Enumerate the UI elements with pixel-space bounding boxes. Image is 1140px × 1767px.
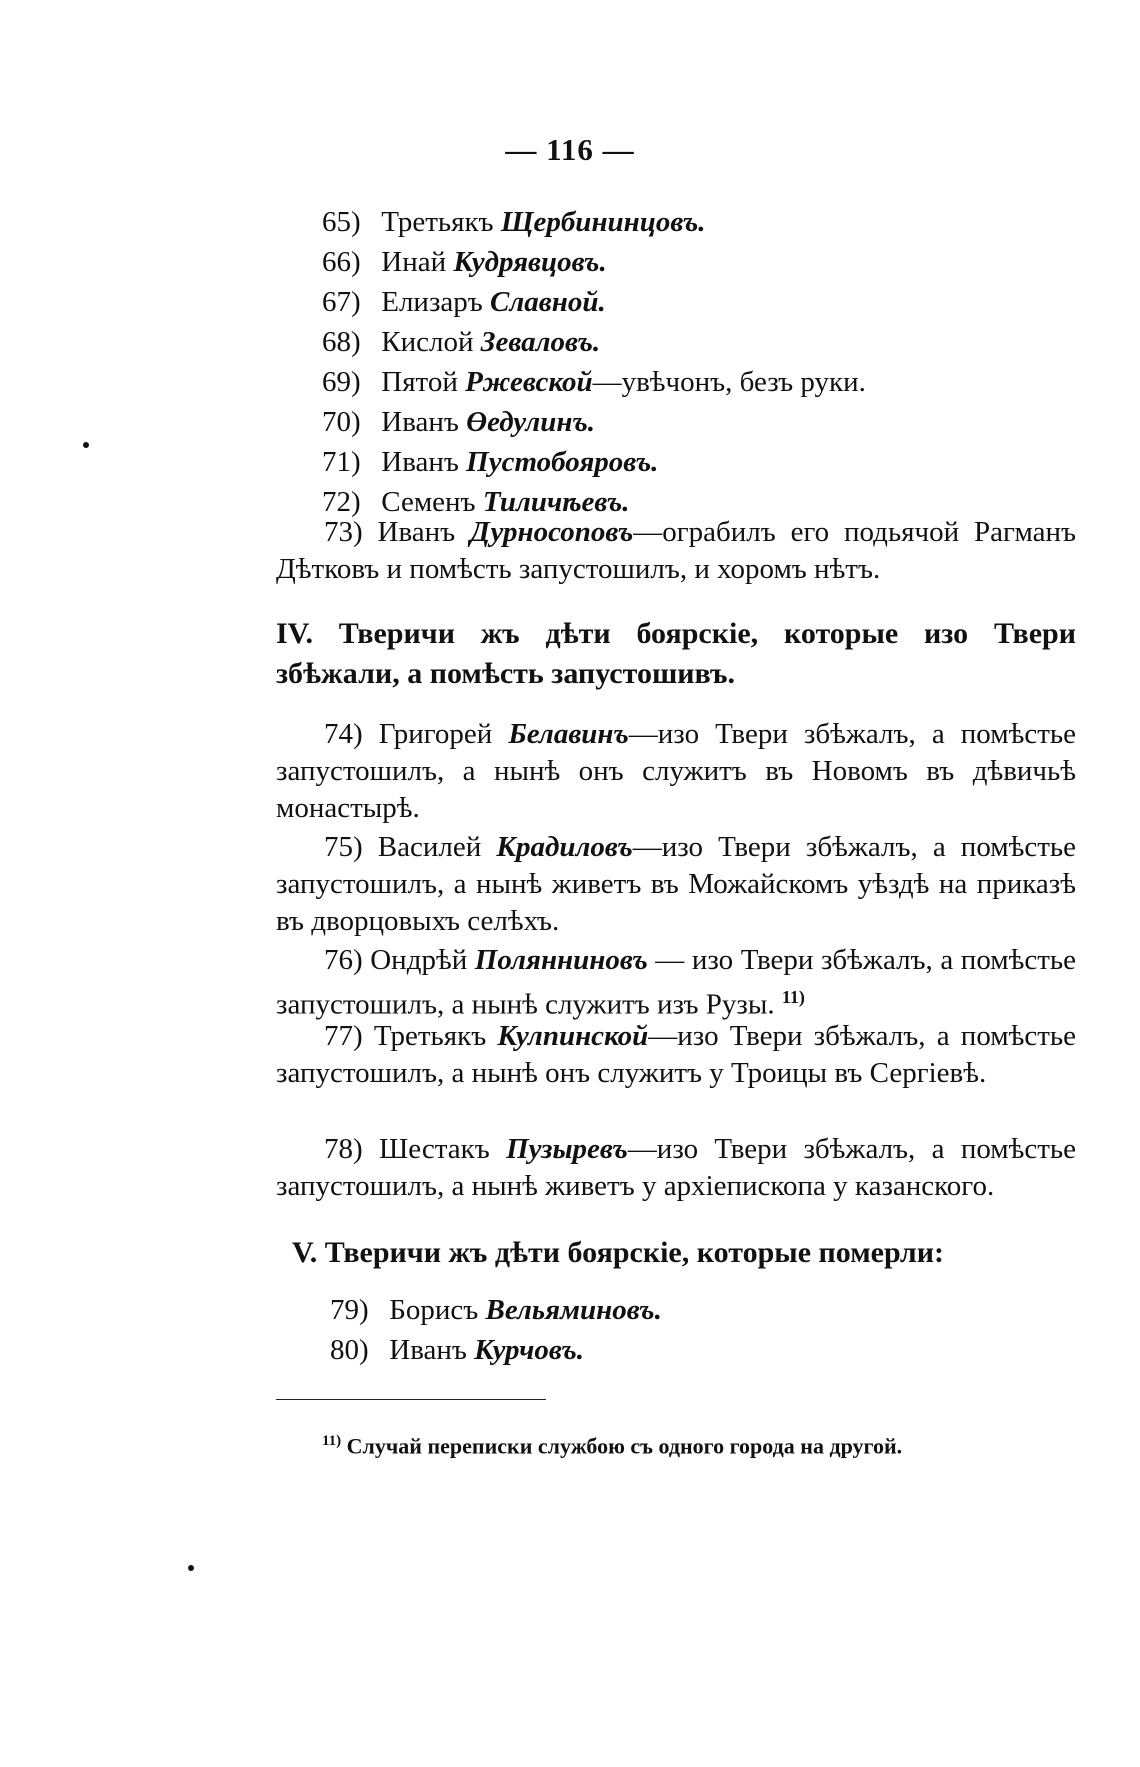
entry-paragraph-73: [276, 514, 1076, 588]
item-number: 72): [322, 486, 361, 518]
surname: Белавинъ: [508, 718, 629, 750]
given-name: Василей: [377, 831, 482, 863]
list-item: [322, 322, 1082, 362]
given-name: Семенъ: [381, 486, 476, 518]
item-number: 74): [324, 718, 363, 750]
surname: Пустобояровъ.: [466, 446, 659, 478]
given-name: Ондрѣй: [370, 944, 468, 976]
entry-text: — изо Твери збѣжалъ, а помѣстье запустошилъ, а нынѣ служитъ изъ Рузы.: [276, 944, 1077, 1021]
entry-paragraph-74: [276, 716, 1076, 827]
footnote-divider: [276, 1399, 546, 1400]
footnote-mark: 11): [322, 1433, 342, 1449]
footnote-text: Случай переписки службою съ одного города на другой.: [346, 1433, 903, 1459]
item-number: 69): [322, 366, 361, 398]
surname: Тиличѣевъ.: [482, 486, 630, 518]
surname: Крадиловъ: [496, 831, 633, 863]
footnote: [322, 1426, 1082, 1461]
given-name: Пятой: [381, 366, 458, 398]
item-number: 65): [322, 206, 361, 238]
list-item: [322, 442, 1082, 482]
item-number: 73): [324, 516, 363, 548]
given-name: Иванъ: [377, 516, 456, 548]
given-name: Иванъ: [381, 406, 459, 438]
surname: Славной.: [490, 286, 606, 318]
surname: Ржевской: [465, 366, 593, 398]
entry-paragraph-77: [276, 1018, 1076, 1092]
surname: Дурносоповъ: [470, 516, 634, 548]
given-name: Третьякъ: [381, 206, 494, 238]
entry-paragraph-78: [276, 1131, 1076, 1205]
given-name: Елизаръ: [381, 286, 483, 318]
item-number: 79): [330, 1294, 369, 1326]
list-item: [322, 282, 1082, 322]
surname: Кулпинской: [497, 1020, 649, 1052]
surname: Өедулинъ.: [466, 406, 595, 438]
list-item: [322, 242, 1082, 282]
item-number: 75): [324, 831, 363, 863]
given-name: Григорей: [378, 718, 493, 750]
surname: Курчовъ.: [474, 1334, 584, 1366]
given-name: Иванъ: [389, 1334, 467, 1366]
given-name: Борисъ: [389, 1294, 479, 1326]
given-name: Шестакъ: [379, 1133, 490, 1165]
item-number: 67): [322, 286, 361, 318]
footnote-ref: 11): [781, 987, 805, 1007]
surname: Зеваловъ.: [480, 326, 601, 358]
surname: Вельяминовъ.: [485, 1294, 662, 1326]
surname: Полянниновъ: [474, 944, 648, 976]
entry-text: —ограбилъ его подьячой Рагманъ Дѣтковъ и помѣсть запустошилъ, и хоромъ нѣтъ.: [276, 516, 1076, 585]
list-item: [330, 1290, 1090, 1330]
surname: Пузыревъ: [506, 1133, 628, 1165]
item-number: 80): [330, 1334, 369, 1366]
entry-text: —изо Твери збѣжалъ, а помѣстье запустошилъ, а нынѣ онъ служитъ у Троицы въ Сергіевѣ.: [276, 1020, 1077, 1089]
given-name: Инай: [381, 246, 447, 278]
given-name: Иванъ: [381, 446, 459, 478]
item-number: 77): [324, 1020, 363, 1052]
item-note: —увѣчонъ, безъ руки.: [592, 366, 866, 398]
list-item: [322, 402, 1082, 442]
entry-paragraph-75: [276, 829, 1076, 940]
item-number: 70): [322, 406, 361, 438]
section-heading-iv: IV. Тверичи жъ дѣти боярскіе, которые изо Твери збѣжали, а помѣсть запустошивъ.: [276, 617, 1076, 690]
entry-text: —изо Твери збѣжалъ, а помѣстье запустошилъ, а нынѣ онъ служитъ въ Новомъ въ дѣвичьѣ монастырѣ.: [276, 718, 1076, 824]
given-name: Третьякъ: [373, 1020, 487, 1052]
page-number: — 116 —: [505, 132, 635, 167]
item-number: 66): [322, 246, 361, 278]
entry-text: —изо Твери збѣжалъ, а помѣстье запустошилъ, а нынѣ живетъ у архіепископа у казанского.: [276, 1133, 1077, 1202]
item-number: 76): [324, 944, 363, 976]
surname: Кудрявцовъ.: [453, 246, 607, 278]
list-item: [322, 362, 1082, 402]
name-list-b: [330, 1290, 1090, 1370]
surname: Щербининцовъ.: [500, 206, 706, 238]
given-name: Кислой: [381, 326, 474, 358]
scan-speck: [188, 1565, 194, 1571]
list-item: [322, 202, 1082, 242]
section-heading-v: V. Тверичи жъ дѣти боярскіе, которые померли:: [292, 1236, 945, 1269]
item-number: 78): [324, 1133, 363, 1165]
list-item: [330, 1330, 1090, 1370]
entry-paragraph-76: [276, 942, 1076, 1024]
entry-text: —изо Твери збѣжалъ, а помѣстье запустошилъ, а нынѣ живетъ въ Можайскомъ уѣздѣ на приказѣ въ дворцовыхъ селѣхъ.: [276, 831, 1077, 937]
scan-speck: [83, 442, 89, 448]
item-number: 68): [322, 326, 361, 358]
item-number: 71): [322, 446, 361, 478]
name-list-a: [322, 202, 1082, 522]
